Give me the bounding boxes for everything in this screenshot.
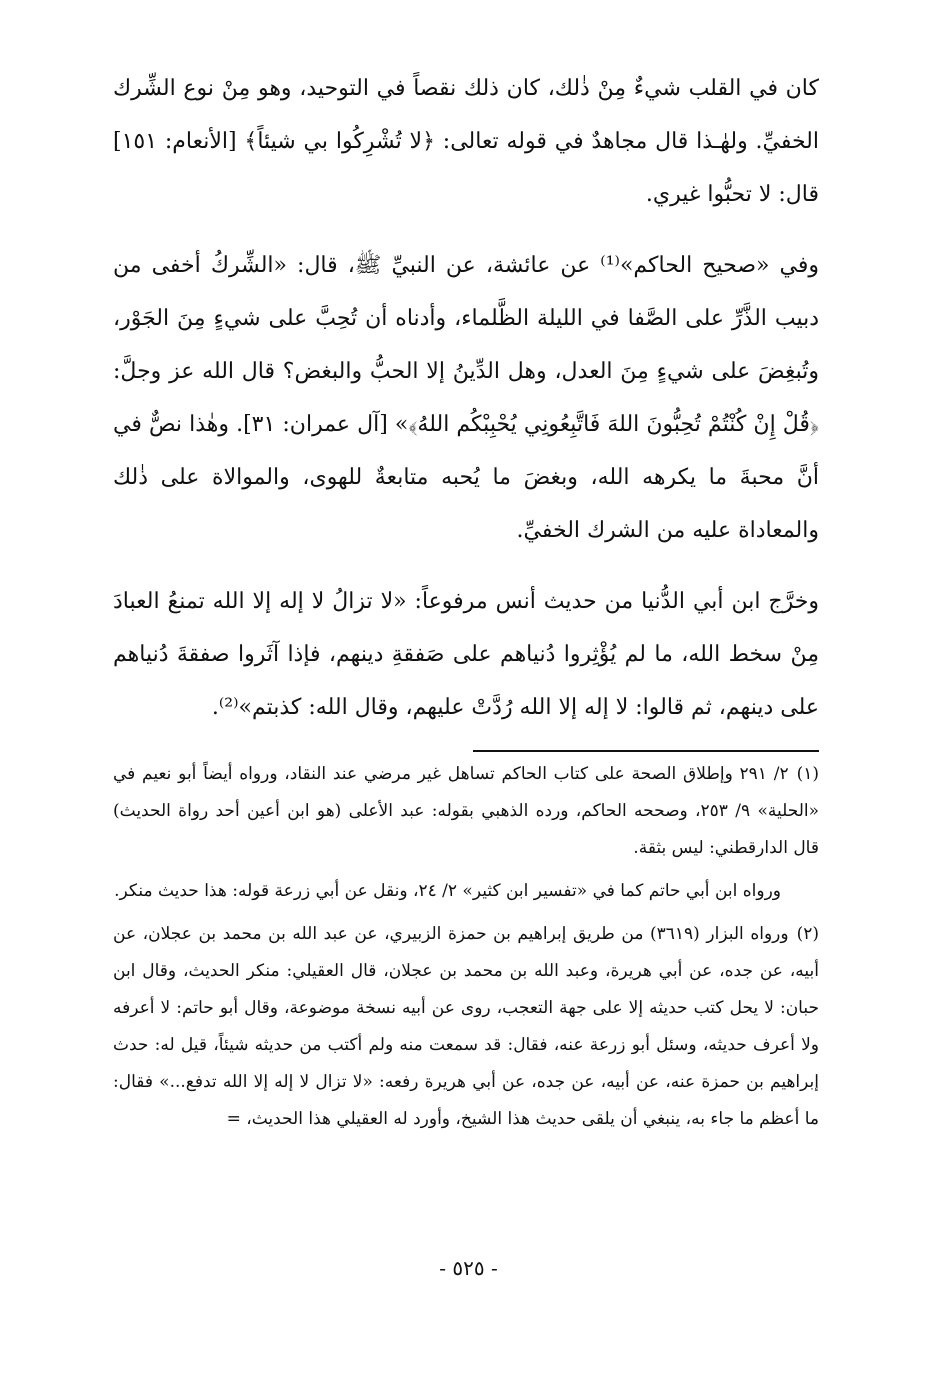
footnote-text: ورواه البزار (٣٦١٩) من طريق إبراهيم بن حمزة الزبيري، عن عبد الله بن محمد بن عجلان، عن أبيه، عن جده، عن أبي هريرة، وعبد الله بن محمد بن عجلان، قال العقيلي: منكر الحديث، وقال ابن حبان: لا يحل كتب حديثه إلا على جهة التعجب، روى عن أبيه نسخة موضوعة، وقال أبو حاتم: لا أعرفه ولا أعرف حديثه، وسئل أبو زرعة عنه، فقال: قد سمعت منه ولم أكتب من حديثه شيئاً، قيل له: حدث إبراهيم بن حمزة عنه، عن أبيه، عن جده، عن أبي هريرة رفعه: «لا تزال لا إله إلا الله تدفع...» فقال: ما أعظم ما جاء به، ينبغي أن يلقى حديث هذا الشيخ، وأورد له العقيلي هذا الحديث، = [113,924,819,1129]
footnote-text: ورواه ابن أبي حاتم كما في «تفسير ابن كثير» ٢/ ٢٤، ونقل عن أبي زرعة قوله: هذا حديث منكر. [114,881,781,901]
footnote-continuation [113,873,819,910]
footnote-divider [473,750,819,752]
footnote-number: (٢) [796,924,819,944]
footnote [113,756,819,867]
footnote-text: ٢/ ٢٩١ وإطلاق الصحة على كتاب الحاكم تساهل غير مرضي عند النقاد، ورواه أيضاً أبو نعيم في «الحلية» ٩/ ٢٥٣، وصححه الحاكم، ورده الذهبي بقوله: عبد الأعلى (هو ابن أعين أحد رواة الحديث) قال الدارقطني: ليس بثقة. [113,764,819,858]
body-paragraph: وخرَّج ابن أبي الدُّنيا من حديث أنس مرفوعاً: «لا تزالُ لا إله إلا الله تمنعُ العبادَ مِنْ سخط الله، ما لم يُؤْثِروا دُنياهم على صَفقةِ دينهم، فإذا آثَروا صفقةَ دُنياهم على دينهم، ثم قالوا: لا إله إلا الله رُدَّتْ عليهم، وقال الله: كذبتم»⁽²⁾. [113,589,819,720]
body-paragraph: وفي «صحيح الحاكم»⁽¹⁾ عن عائشة، عن النبيِّ ﷺ، قال: «الشِّركُ أخفى من دبيب الذَّرِّ على الصَّفا في الليلة الظَّلماء، وأدناه أن تُحِبَّ على شيءٍ مِنَ الجَوْر، وتُبغِضَ على شيءٍ مِنَ العدل، وهل الدِّينُ إلا الحبُّ والبغض؟ قال الله عز وجلَّ: ﴿قُلْ إِنْ كُنْتُمْ تُحِبُّونَ اللهَ فَاتَّبِعُونِي يُحْبِبْكُم اللهُ﴾» [آل عمران: ٣١]. وهٰذا نصٌّ في أنَّ محبةَ ما يكرهه الله، وبغضَ ما يُحبه متابعةٌ للهوى، والموالاة على ذٰلك والمعاداة عليه من الشرك الخفيِّ. [113,253,820,543]
body-paragraph: كان في القلب شيءٌ مِنْ ذٰلك، كان ذلك نقصاً في التوحيد، وهو مِنْ نوع الشِّرك الخفيِّ. ولهٰـذا قال مجاهدٌ في قوله تعالى: ﴿لا تُشْرِكُوا بي شيئاً﴾ [الأنعام: ١٥١] قال: لا تحبُّوا غيري. [113,76,819,207]
footnote [113,916,819,1138]
footnote-number: (١) [796,764,819,784]
page-content [113,62,819,1138]
page-number: - ٥٢٥ - [439,1256,498,1280]
